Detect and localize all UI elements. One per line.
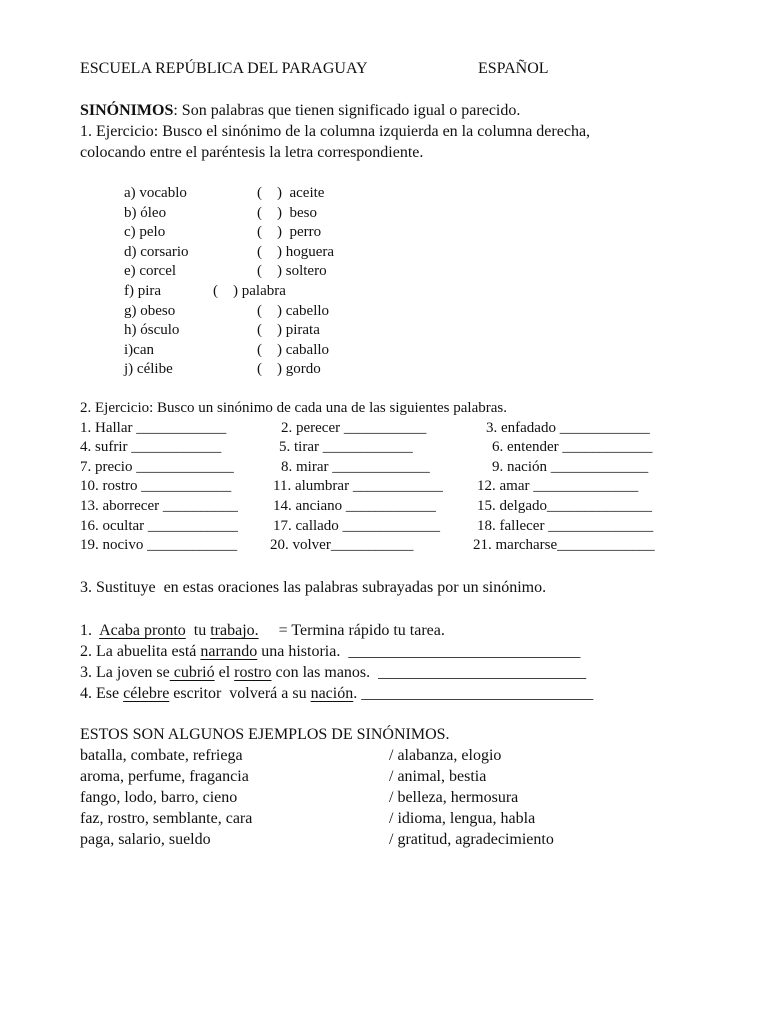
match-right-item: ( ) gordo [257, 361, 321, 378]
sentence-4: 4. Ese célebre escritor volverá a su nación. _____________________________ [80, 685, 594, 702]
sentence-2: 2. La abuelita está narrando una historia. _____________________________ [80, 643, 581, 660]
definition-line [80, 100, 520, 121]
synonym-item: 20. volver___________ [270, 537, 414, 554]
match-left-item: g) obeso [124, 302, 176, 319]
example-right: / belleza, hermosura [389, 789, 519, 806]
synonym-item: 10. rostro ____________ [80, 478, 232, 495]
synonym-item: 19. nocivo ____________ [80, 537, 238, 554]
match-left-item: e) corcel [124, 263, 177, 280]
underlined-phrase: célebre [123, 685, 170, 702]
match-left-item: i)can [124, 341, 154, 358]
synonym-item: 11. alumbrar ____________ [273, 478, 443, 495]
synonym-item: 18. fallecer ______________ [477, 517, 654, 534]
match-right-item: ( ) cabello [257, 302, 330, 319]
underlined-phrase: nación [310, 685, 354, 702]
synonym-item: 7. precio _____________ [80, 458, 234, 475]
example-left: faz, rostro, semblante, cara [80, 810, 253, 827]
exercise2-instruction: 2. Ejercicio: Busco un sinónimo de cada una de las siguientes palabras. [80, 400, 507, 416]
match-right-item: ( ) beso [257, 204, 317, 221]
example-left: aroma, perfume, fragancia [80, 768, 249, 785]
match-right-item: ( ) perro [257, 224, 322, 241]
underlined-phrase: rostro [234, 664, 272, 681]
example-right: / idioma, lengua, habla [389, 810, 536, 827]
underlined-phrase: cubrió [169, 664, 215, 681]
example-right: / alabanza, elogio [389, 747, 502, 764]
definition-text: : Son palabras que tienen significado igual o parecido. [173, 102, 521, 119]
synonym-item: 6. entender ____________ [492, 439, 653, 456]
match-left-item: a) vocablo [124, 185, 187, 201]
match-right-item: ( ) hoguera [257, 243, 335, 260]
match-left-item: f) pira [124, 283, 162, 299]
answer-blank[interactable]: _____________________________ [348, 643, 581, 660]
synonym-item: 14. anciano ____________ [273, 498, 436, 514]
exercise3-instruction: 3. Sustituye en estas oraciones las palabras subrayadas por un sinónimo. [80, 579, 547, 596]
answer-blank[interactable]: _____________________________ [361, 685, 594, 702]
underlined-phrase: Acaba pronto [99, 622, 186, 639]
synonym-item: 13. aborrecer __________ [80, 498, 238, 514]
match-left-item: b) óleo [124, 204, 167, 221]
match-right-item: ( ) aceite [257, 185, 325, 201]
example-right: / animal, bestia [389, 768, 487, 785]
synonym-item: 3. enfadado ____________ [486, 419, 650, 436]
match-right-item: ( ) caballo [257, 341, 330, 358]
exercise1-instruction-line1: 1. Ejercicio: Busco el sinónimo de la columna izquierda en la columna derecha, [80, 123, 591, 140]
example-left: fango, lodo, barro, cieno [80, 789, 238, 806]
examples-title: ESTOS SON ALGUNOS EJEMPLOS DE SINÓNIMOS. [80, 726, 450, 743]
example-right: / gratitud, agradecimiento [389, 831, 554, 848]
underlined-phrase: trabajo. [210, 622, 259, 639]
exercise1-instruction-line2: colocando entre el paréntesis la letra correspondiente. [80, 144, 424, 161]
synonym-item: 4. sufrir ____________ [80, 439, 222, 456]
synonym-item: 12. amar ______________ [477, 478, 639, 495]
match-right-item: ( ) pirata [257, 322, 320, 339]
synonym-item: 1. Hallar ____________ [80, 419, 227, 436]
synonym-item: 5. tirar ____________ [279, 439, 413, 456]
match-left-item: h) ósculo [124, 322, 180, 339]
school-name: ESCUELA REPÚBLICA DEL PARAGUAY [80, 60, 368, 77]
sentence-1: 1. Acaba pronto tu trabajo. = Termina rápido tu tarea. [80, 622, 445, 639]
synonym-item: 21. marcharse_____________ [473, 537, 655, 554]
synonym-item: 9. nación _____________ [492, 458, 649, 475]
match-right-item: ( ) soltero [257, 263, 327, 280]
match-left-item: c) pelo [124, 224, 166, 241]
match-right-item: ( ) palabra [213, 283, 286, 299]
synonym-item: 17. callado _____________ [273, 517, 441, 534]
example-left: paga, salario, sueldo [80, 831, 211, 848]
synonym-item: 2. perecer ___________ [281, 419, 427, 436]
example-left: batalla, combate, refriega [80, 747, 243, 764]
match-left-item: j) célibe [124, 361, 173, 378]
sentence-3: 3. La joven se cubrió el rostro con las manos. __________________________ [80, 664, 587, 681]
underlined-phrase: narrando [200, 643, 258, 660]
subject-title: ESPAÑOL [478, 60, 549, 77]
answer-blank[interactable]: __________________________ [378, 664, 587, 681]
definition-term: SINÓNIMOS [80, 102, 174, 119]
synonym-item: 15. delgado______________ [477, 498, 652, 514]
synonym-item: 8. mirar _____________ [281, 458, 430, 475]
synonym-item: 16. ocultar ____________ [80, 517, 238, 534]
match-left-item: d) corsario [124, 243, 189, 260]
